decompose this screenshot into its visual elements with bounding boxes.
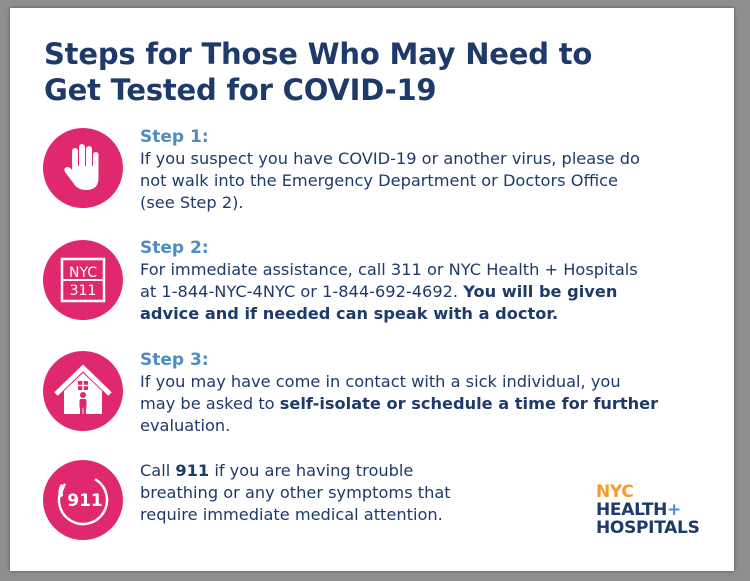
step-1 [140, 126, 730, 214]
step-1-line-1: If you suspect you have COVID-19 or another virus, please do [140, 149, 640, 168]
logo-plus: + [667, 500, 681, 520]
step-2-line-3-bold: advice and if needed can speak with a doctor. [140, 304, 559, 323]
nyc-311-icon [43, 240, 123, 320]
step-2-line-2-text: at 1-844-NYC-4NYC or 1-844-692-4692. [140, 282, 464, 301]
title-line-2: Get Tested for COVID-19 [44, 73, 437, 107]
info-card [10, 8, 734, 571]
step-3-line-3: evaluation. [140, 416, 231, 435]
call-911-line-2: breathing or any other symptoms that [140, 483, 451, 502]
step-3-line-2-text: may be asked to [140, 394, 280, 413]
house-person-icon [43, 351, 123, 431]
call-911-line-1 [140, 460, 730, 482]
call-911-number: 911 [175, 461, 210, 480]
step-3 [140, 349, 730, 437]
title-line-1: Steps for Those Who May Need to [44, 37, 593, 71]
logo-health-line [596, 501, 700, 519]
step-3-line-1: If you may have come in contact with a sick individual, you [140, 372, 621, 391]
call-911-line-3: require immediate medical attention. [140, 505, 443, 524]
logo-hospitals: HOSPITALS [596, 518, 700, 538]
call-911-post: if you are having trouble [209, 461, 414, 480]
logo-health: HEALTH [596, 500, 668, 520]
step-2-line-2-bold: You will be given [463, 282, 618, 301]
phone-911-icon-text: 911 [67, 491, 103, 511]
step-3-line-2-bold: self-isolate or schedule a time for further [279, 394, 659, 413]
step-1-label: Step 1: [140, 127, 209, 147]
step-3-label: Step 3: [140, 350, 209, 370]
step-2-line-1: For immediate assistance, call 311 or NYC Health + Hospitals [140, 260, 638, 279]
nyc-311-icon-311: 311 [69, 283, 97, 299]
hand-stop-icon [43, 128, 123, 208]
step-1-line-3: (see Step 2). [140, 193, 244, 212]
step-3-line-2 [140, 393, 730, 415]
page-title [44, 36, 592, 108]
nyc-311-icon-nyc: NYC [68, 265, 98, 281]
logo-nyc: NYC [596, 482, 634, 502]
phone-911-icon [43, 460, 123, 540]
step-2-label: Step 2: [140, 238, 209, 258]
step-2-line-2 [140, 281, 730, 303]
step-2 [140, 237, 730, 325]
step-1-line-2: not walk into the Emergency Department or Doctors Office [140, 171, 618, 190]
nyc-health-hospitals-logo [596, 483, 700, 537]
step-2-line-3 [140, 303, 730, 325]
call-911-pre: Call [140, 461, 176, 480]
